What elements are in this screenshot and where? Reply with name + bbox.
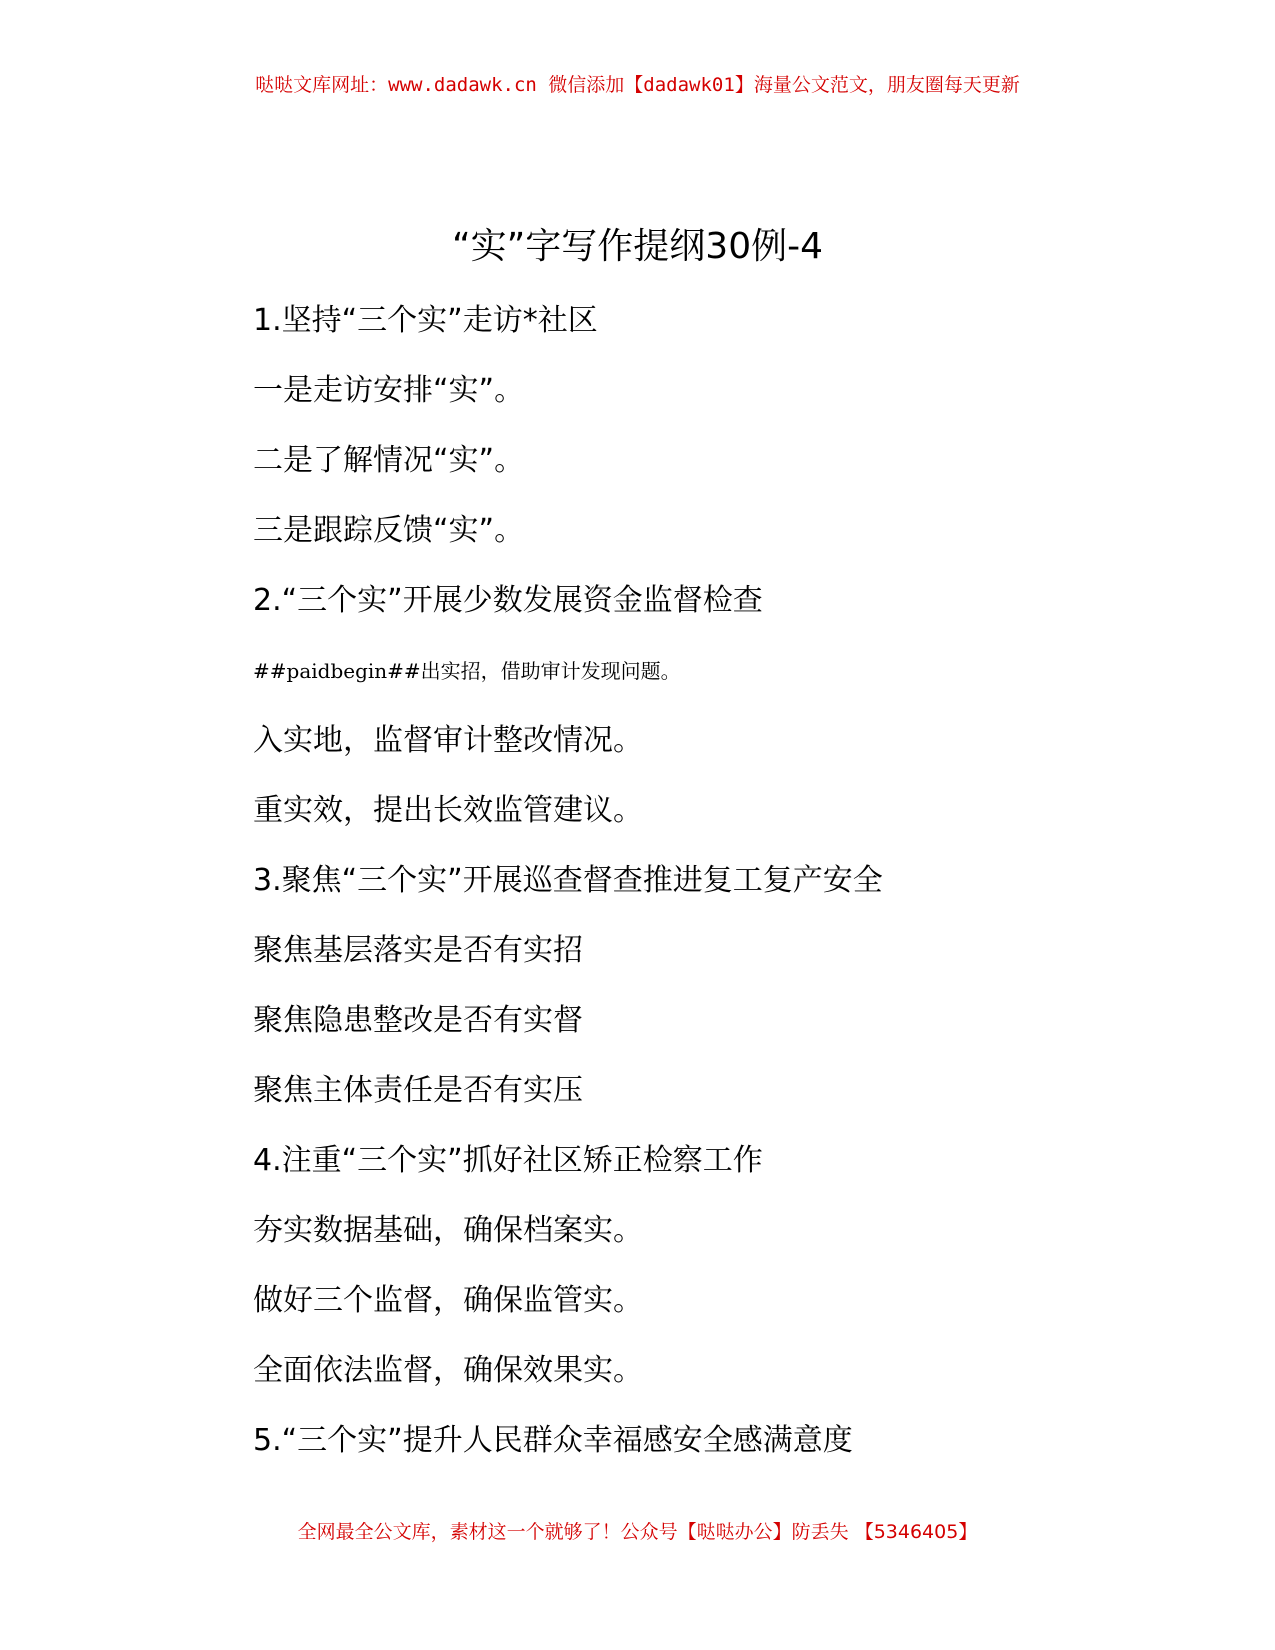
body-line: 三是跟踪反馈“实”。 [253,513,525,548]
page-footer-ad: 全网最全公文库，素材这一个就够了！公众号【哒哒办公】防丢失 【5346405】 [297,1521,978,1543]
body-line: 聚焦隐患整改是否有实督 [253,1003,583,1038]
page-header-ad: 哒哒文库网址：www.dadawk.cn 微信添加【dadawk01】海量公文范文，朋友圈每天更新 [255,74,1020,96]
document-body [253,296,1153,1486]
body-line: 聚焦基层落实是否有实招 [253,933,583,968]
body-line: 重实效，提出长效监管建议。 [253,793,643,828]
heading-1: 1.坚持“三个实”走访*社区 [253,303,598,338]
body-line: 做好三个监督，确保监管实。 [253,1283,643,1318]
body-line: 二是了解情况“实”。 [253,443,525,478]
document-title: “实”字写作提纲30例-4 [451,226,823,267]
body-line-small: ##paidbegin##出实招，借助审计发现问题。 [253,659,681,683]
heading-4: 4.注重“三个实”抓好社区矫正检察工作 [253,1143,763,1178]
body-line: 聚焦主体责任是否有实压 [253,1073,583,1108]
body-line: 一是走访安排“实”。 [253,373,525,408]
heading-2: 2.“三个实”开展少数发展资金监督检查 [253,583,763,618]
body-line: 夯实数据基础，确保档案实。 [253,1213,643,1248]
heading-5: 5.“三个实”提升人民群众幸福感安全感满意度 [253,1423,853,1458]
heading-3: 3.聚焦“三个实”开展巡查督查推进复工复产安全 [253,863,883,898]
body-line: 全面依法监督，确保效果实。 [253,1353,643,1388]
body-line: 入实地，监督审计整改情况。 [253,723,643,758]
